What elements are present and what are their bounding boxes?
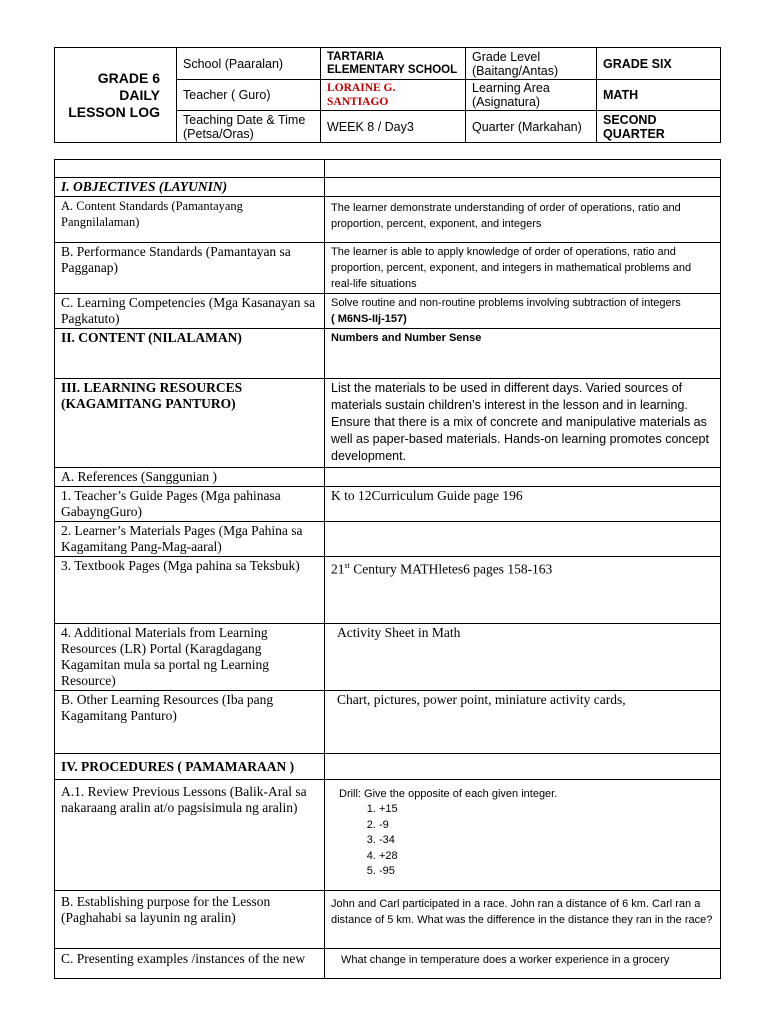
grade-level-value: GRADE SIX [597,48,721,80]
drill-title: Drill: Give the opposite of each given integer. [339,788,558,800]
table-row [55,197,721,243]
textbook-ordinal-suffix: st [344,561,350,570]
competency-code: ( M6NS-IIj-157) [331,313,407,325]
teaching-date-label: Teaching Date & Time (Petsa/Oras) [177,111,321,143]
log-title-line-3: LESSON LOG [68,103,160,120]
table-row [55,557,721,624]
textbook-pages-label: 3. Textbook Pages (Mga pahina sa Teksbuk) [55,557,325,624]
objectives-heading: I. OBJECTIVES (LAYUNIN) [55,178,325,197]
blank-cell [325,160,721,178]
teacher-value: LORAINE G. SANTIAGO [321,80,466,111]
blank-cell [325,754,721,780]
table-row [55,624,721,691]
additional-materials-label: 4. Additional Materials from Learning Resources (LR) Portal (Karagdagang Kagamitan mula sa portal ng Learning Resource) [55,624,325,691]
list-item: 5. -95 [379,864,714,880]
list-item: 1. +15 [379,802,714,818]
header-table [54,47,721,143]
teachers-guide-value: K to 12Curriculum Guide page 196 [325,487,721,522]
learning-competencies-value [325,294,721,329]
list-item: 2. -9 [379,818,714,834]
drill-list [339,802,714,880]
additional-materials-value: Activity Sheet in Math [325,624,721,691]
table-row [55,468,721,487]
list-item: 3. -34 [379,833,714,849]
content-value: Numbers and Number Sense [325,329,721,379]
learners-materials-label: 2. Learner’s Materials Pages (Mga Pahina sa Kagamitang Pang-Mag-aaral) [55,522,325,557]
table-row [55,329,721,379]
table-row [55,522,721,557]
table-row [55,379,721,468]
review-lessons-value [325,780,721,891]
references-label: A. References (Sanggunian ) [55,468,325,487]
presenting-examples-label: C. Presenting examples /instances of the new [55,949,325,979]
school-label: School (Paaralan) [177,48,321,80]
learning-area-value: MATH [597,80,721,111]
table-row [55,178,721,197]
table-row [55,949,721,979]
quarter-label: Quarter (Markahan) [466,111,597,143]
textbook-title: Century MATHletes6 pages 158-163 [349,561,553,577]
table-row [55,243,721,294]
log-title-line-2: DAILY [119,86,160,103]
blank-cell [55,160,325,178]
table-row [55,691,721,754]
content-standards-label: A. Content Standards (Pamantayang Pangnilalaman) [55,197,325,243]
establishing-purpose-value: John and Carl participated in a race. John ran a distance of 6 km. Carl ran a distance of 5 km. What was the difference in the distance they ran in the race? [325,891,721,949]
presenting-examples-value: What change in temperature does a worker experience in a grocery [325,949,721,979]
blank-cell [325,468,721,487]
quarter-value: SECOND QUARTER [597,111,721,143]
table-row [55,754,721,780]
learning-resources-heading: III. LEARNING RESOURCES (KAGAMITANG PANTURO) [55,379,325,468]
teaching-date-value: WEEK 8 / Day3 [321,111,466,143]
table-row [55,294,721,329]
table-row [55,160,721,178]
establishing-purpose-label: B. Establishing purpose for the Lesson (Paghahabi sa layunin ng aralin) [55,891,325,949]
procedures-heading: IV. PROCEDURES ( PAMAMARAAN ) [55,754,325,780]
other-resources-label: B. Other Learning Resources (Iba pang Kagamitang Panturo) [55,691,325,754]
textbook-ordinal: 21 [331,561,345,577]
blank-cell [325,178,721,197]
other-resources-value: Chart, pictures, power point, miniature activity cards, [325,691,721,754]
learning-resources-value: List the materials to be used in different days. Varied sources of materials sustain children’s interest in the lesson and in learning. Ensure that there is a mix of concrete and manipulative materials as well as paper-based materials. Hands-on learning promotes concept development. [325,379,721,468]
lesson-log-table [54,159,721,979]
competency-text: Solve routine and non-routine problems involving subtraction of integers [331,297,681,309]
teachers-guide-label: 1. Teacher’s Guide Pages (Mga pahinasa GabayngGuro) [55,487,325,522]
learning-area-label: Learning Area (Asignatura) [466,80,597,111]
table-row [55,780,721,891]
grade-level-label: Grade Level (Baitang/Antas) [466,48,597,80]
table-row [55,487,721,522]
review-lessons-label: A.1. Review Previous Lessons (Balik-Aral sa nakaraang aralin at/o pagsisimula ng aralin) [55,780,325,891]
performance-standards-value: The learner is able to apply knowledge of order of operations, ratio and proportion, percent, exponent, and integers in mathematical problems and real-life situations [325,243,721,294]
textbook-pages-value [325,557,721,624]
teacher-label: Teacher ( Guro) [177,80,321,111]
performance-standards-label: B. Performance Standards (Pamantayan sa Pagganap) [55,243,325,294]
learning-competencies-label: C. Learning Competencies (Mga Kasanayan sa Pagkatuto) [55,294,325,329]
daily-lesson-log-title [55,48,177,143]
table-row [55,891,721,949]
content-heading: II. CONTENT (NILALAMAN) [55,329,325,379]
blank-cell [325,522,721,557]
list-item: 4. +28 [379,849,714,865]
log-title-line-1: GRADE 6 [97,69,160,86]
content-standards-value: The learner demonstrate understanding of order of operations, ratio and proportion, percent, exponent, and integers [325,197,721,243]
school-value: TARTARIA ELEMENTARY SCHOOL [321,48,466,80]
